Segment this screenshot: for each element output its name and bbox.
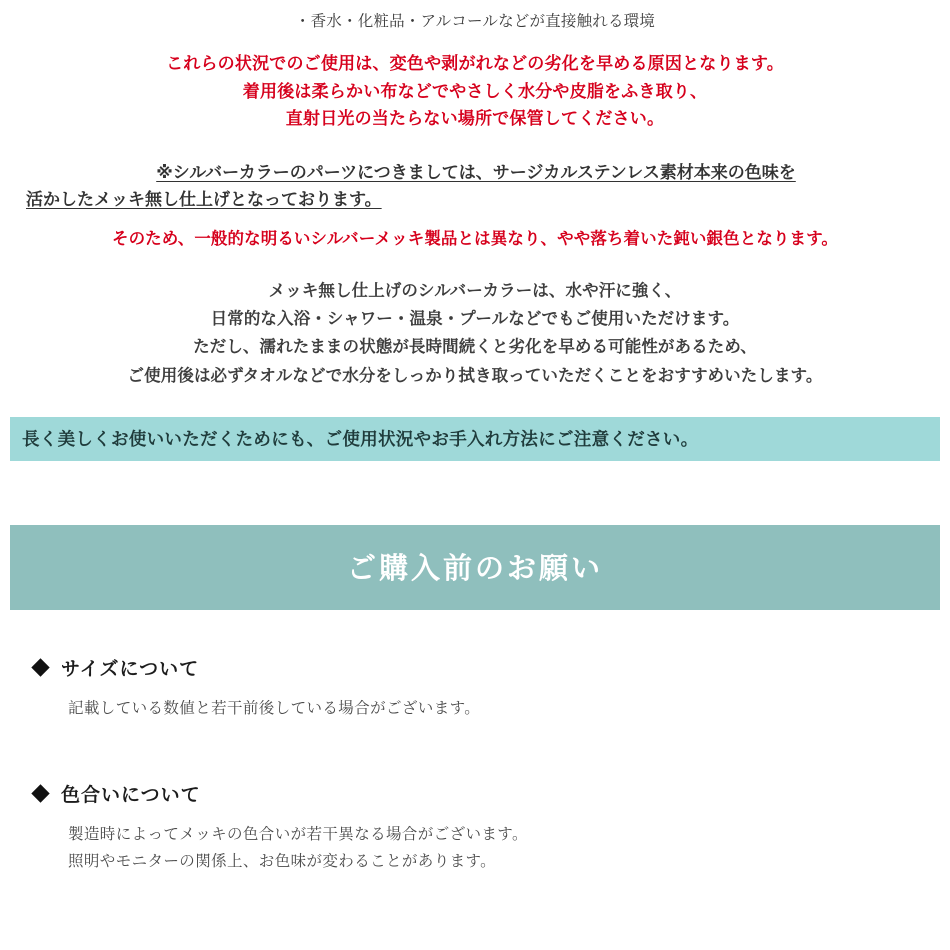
item-heading-row	[34, 780, 916, 807]
item-body	[34, 821, 916, 875]
item-body-line: 照明やモニターの関係上、お色味が変わることがあります。	[68, 853, 497, 871]
care-line-3: ただし、濡れたままの状態が長時間続くと劣化を早める可能性があるため、	[193, 338, 757, 357]
warning-line-1: これらの状況でのご使用は、変色や剥がれなどの劣化を早める原因となります。	[166, 54, 784, 73]
care-line-1: メッキ無し仕上げのシルバーカラーは、水や汗に強く、	[268, 281, 682, 300]
item-heading-label: 色合いについて	[61, 785, 201, 807]
section-title-bar: ご購入前のお願い	[10, 525, 940, 610]
warning-paragraph	[0, 50, 950, 133]
silver-note-line-2: 活かしたメッキ無し仕上げとなっております。	[26, 190, 382, 210]
item-heading-label: サイズについて	[61, 659, 200, 681]
diamond-bullet-icon	[31, 658, 49, 676]
diamond-bullet-icon	[31, 785, 49, 803]
item-body	[34, 695, 916, 722]
silver-note-line-1: ※シルバーカラーのパーツにつきましては、サージカルステンレス素材本来の色味を	[156, 162, 796, 182]
silver-note-red-line: そのため、一般的な明るいシルバーメッキ製品とは異なり、やや落ち着いた鈍い銀色となります。	[111, 229, 839, 248]
care-line-2: 日常的な入浴・シャワー・温泉・プールなどでもご使用いただけます。	[210, 310, 740, 329]
environment-note: ・香水・化粧品・アルコールなどが直接触れる環境	[294, 13, 656, 30]
silver-color-note	[0, 159, 950, 214]
warning-line-3: 直射日光の当たらない場所で保管してください。	[285, 109, 665, 129]
item-body-line: 記載している数値と若干前後している場合がございます。	[68, 700, 481, 718]
warning-line-2: 着用後は柔らかい布などでやさしく水分や皮脂をふき取り、	[242, 81, 708, 101]
list-item	[34, 654, 916, 722]
notice-list	[0, 654, 950, 875]
item-body-line: 製造時によってメッキの色合いが若干異なる場合がございます。	[68, 826, 528, 844]
care-instructions	[0, 277, 950, 391]
care-line-4: ご使用後は必ずタオルなどで水分をしっかり拭き取っていただくことをおすすめいたします。	[127, 366, 823, 385]
item-heading-row	[34, 654, 916, 681]
highlight-banner: 長く美しくお使いいただくためにも、ご使用状況やお手入れ方法にご注意ください。	[10, 417, 940, 461]
list-item	[34, 780, 916, 875]
